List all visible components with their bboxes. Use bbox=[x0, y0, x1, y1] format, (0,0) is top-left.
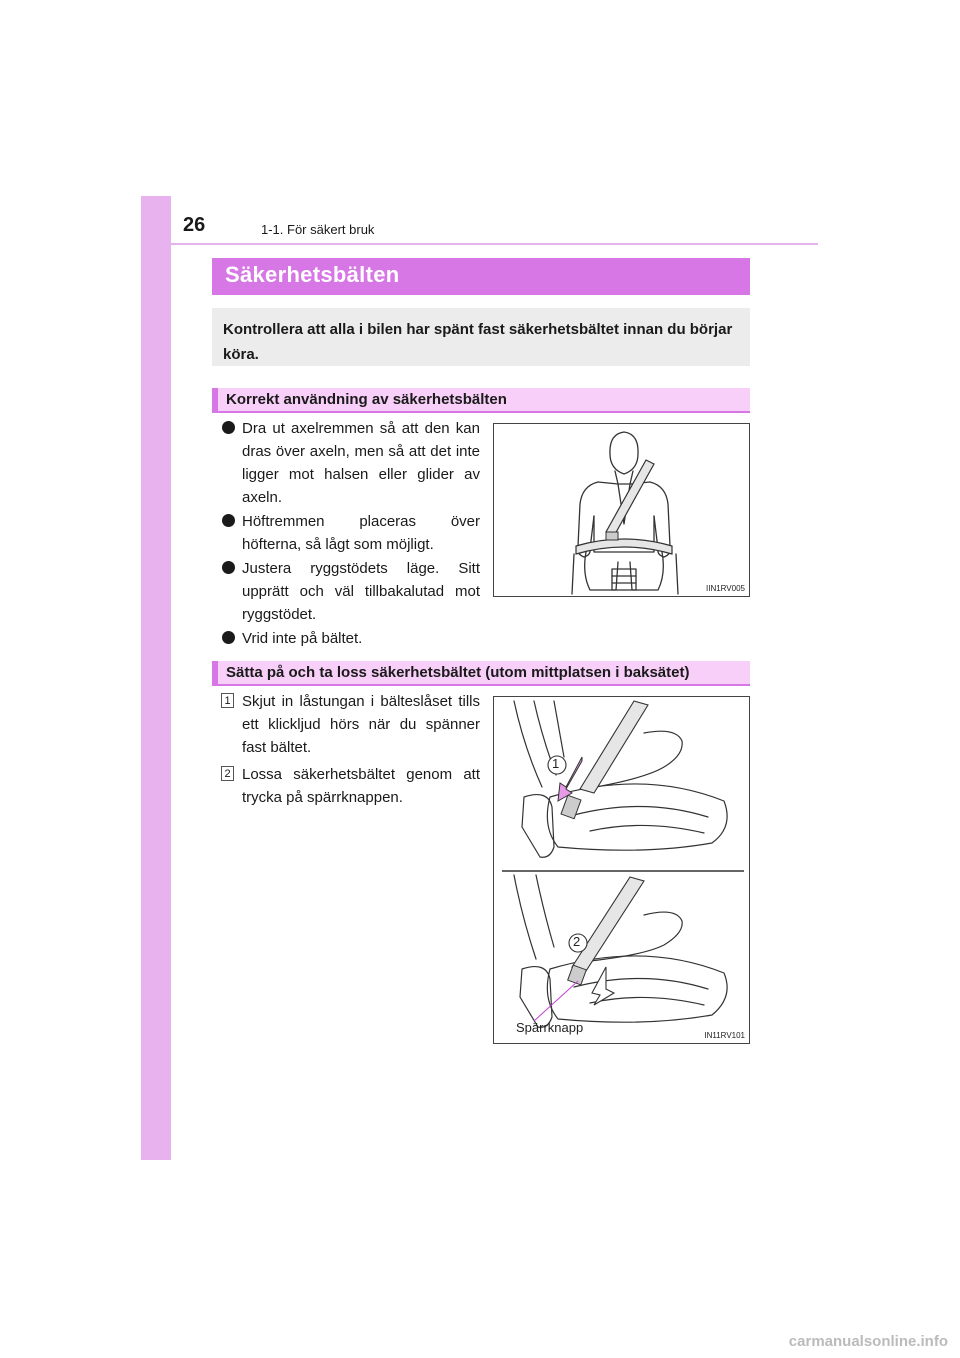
list-item: Justera ryggstödets läge. Sitt upprätt och väl tillbakalutad mot ryggstödet. bbox=[222, 557, 480, 626]
header-rule bbox=[141, 243, 818, 245]
seated-person-belt-illustration bbox=[494, 424, 749, 596]
callout-number-1: 1 bbox=[552, 756, 560, 771]
bullet-dot-icon bbox=[222, 631, 235, 644]
list-item: 2 Lossa säkerhetsbältet genom att trycka på spärrknappen. bbox=[222, 763, 480, 809]
figure-code: IIN1RV005 bbox=[706, 584, 745, 593]
callout-number-2: 2 bbox=[573, 934, 581, 949]
step-number-2: 2 bbox=[221, 766, 234, 781]
intro-box: Kontrollera att alla i bilen har spänt fast säkerhetsbältet innan du börjar köra. bbox=[212, 308, 750, 366]
usage-bullet-list bbox=[222, 417, 480, 651]
page-number: 26 bbox=[183, 214, 206, 236]
bullet-dot-icon bbox=[222, 561, 235, 574]
figure-buckle bbox=[493, 696, 750, 1044]
step-number-1: 1 bbox=[221, 693, 234, 708]
chapter-side-tab bbox=[141, 196, 171, 1160]
fasten-step-list bbox=[222, 690, 480, 813]
callout-release-button: Spärrknapp bbox=[516, 1020, 584, 1035]
subsection-heading-fasten bbox=[212, 661, 750, 686]
list-item: Vrid inte på bältet. bbox=[222, 627, 480, 650]
footer-watermark: carmanualsonline.info bbox=[788, 1333, 948, 1350]
subsection-heading-usage bbox=[212, 388, 750, 413]
page-title: Säkerhetsbälten bbox=[225, 262, 400, 287]
subsection-heading-text: Sätta på och ta loss säkerhetsbältet (utom mittplatsen i baksätet) bbox=[226, 664, 690, 681]
title-bar bbox=[212, 258, 750, 295]
bullet-dot-icon bbox=[222, 421, 235, 434]
figure-code: IN11RV101 bbox=[704, 1031, 745, 1040]
section-title: 1-1. För säkert bruk bbox=[261, 222, 375, 237]
buckle-illustration bbox=[494, 697, 749, 1043]
figure-seated-person bbox=[493, 423, 750, 597]
list-item: Dra ut axelremmen så att den kan dras över axeln, men så att det inte ligger mot halsen eller glider av axeln. bbox=[222, 417, 480, 509]
subsection-heading-text: Korrekt användning av säkerhetsbälten bbox=[226, 391, 507, 408]
list-item: Höftremmen placeras över höfterna, så lågt som möjligt. bbox=[222, 510, 480, 556]
list-item: 1 Skjut in låstungan i bälteslåset tills ett klickljud hörs när du spänner fast bältet. bbox=[222, 690, 480, 759]
bullet-dot-icon bbox=[222, 514, 235, 527]
